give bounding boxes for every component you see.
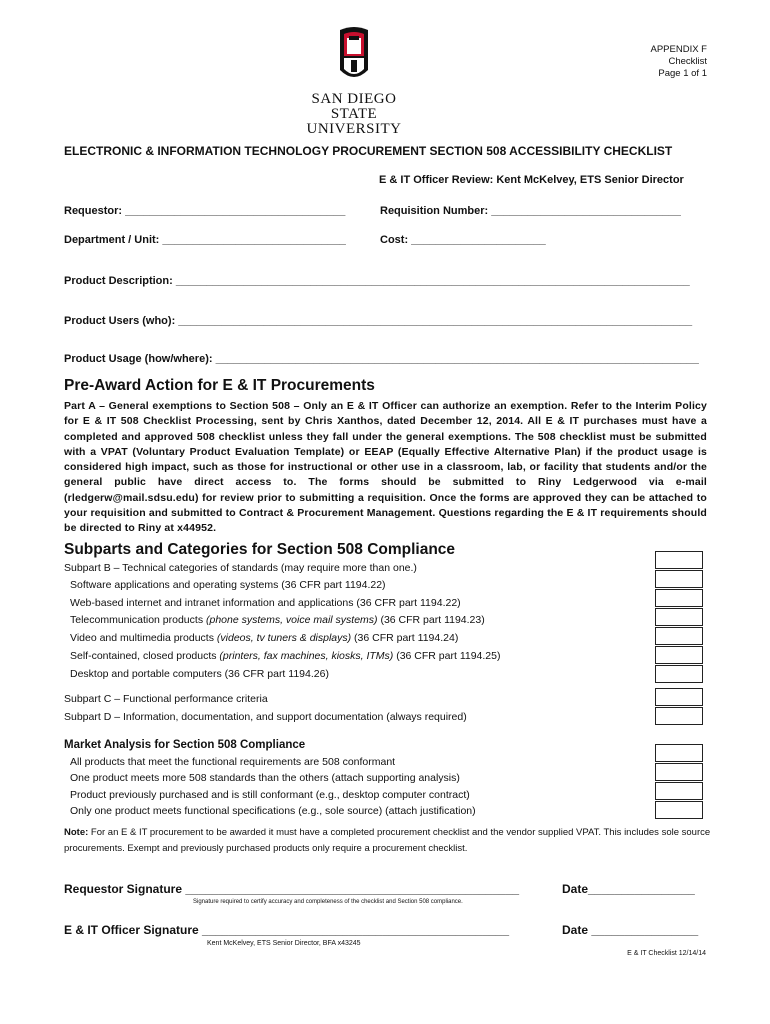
note-label: Note:	[64, 827, 89, 838]
list-item-cfr: (36 CFR part 1194.24)	[351, 632, 459, 645]
officer-review: E & IT Officer Review: Kent McKelvey, ETS Senior Director	[379, 174, 684, 186]
subpart-b-list	[70, 577, 501, 683]
checkbox-market-one-more[interactable]	[655, 763, 703, 781]
list-item-cfr: (36 CFR part 1194.25)	[393, 649, 501, 662]
university-line-2: UNIVERSITY	[306, 121, 402, 137]
subpart-d-label: Subpart D – Information, documentation, and support documentation (always required)	[64, 711, 467, 723]
sdsu-logo-shield	[336, 26, 372, 86]
list-item-text: Web-based internet and intranet information and applications (36 CFR part 1194.22)	[70, 596, 461, 609]
checkbox-market-all[interactable]	[655, 744, 703, 762]
list-item: Product previously purchased and is still conformant (e.g., desktop computer contract)	[70, 788, 470, 801]
checkbox-subpart-b-header[interactable]	[655, 551, 703, 569]
market-analysis-heading: Market Analysis for Section 508 Compliance	[64, 739, 306, 751]
list-item: All products that meet the functional requirements are 508 conformant	[70, 756, 396, 768]
checkbox-market-only-one[interactable]	[655, 801, 703, 819]
cost-field[interactable]: Cost: ______________________	[380, 234, 546, 246]
list-item-cfr: (36 CFR part 1194.23)	[377, 614, 485, 627]
page-title: ELECTRONIC & INFORMATION TECHNOLOGY PROCUREMENT SECTION 508 ACCESSIBILITY CHECKLIST	[64, 144, 673, 158]
checkbox-market-previous[interactable]	[655, 782, 703, 800]
officer-date-line[interactable]: Date ________________	[562, 923, 699, 937]
checkbox-telecom[interactable]	[655, 608, 703, 626]
list-item	[70, 612, 501, 630]
requestor-date-line[interactable]: Date________________	[562, 882, 695, 896]
note-text: For an E & IT procurement to be awarded it must have a completed procurement checklist and the vendor supplied VPAT. This includes sole source procurements. Exempt and previously purchased products only require a procurement checklist.	[64, 827, 711, 854]
subpart-c-label: Subpart C – Functional performance criteria	[64, 693, 268, 705]
department-field[interactable]: Department / Unit: ______________________________	[64, 234, 346, 246]
product-usage-field[interactable]: Product Usage (how/where): _______________________________________________________________________________	[64, 353, 699, 365]
list-item-examples: (printers, fax machines, kiosks, ITMs)	[219, 649, 394, 662]
checkbox-desktop[interactable]	[655, 665, 703, 683]
market-analysis-list	[70, 754, 476, 819]
requestor-field[interactable]: Requestor: ____________________________________	[64, 205, 346, 217]
note-paragraph	[64, 825, 714, 857]
pre-award-heading: Pre-Award Action for E & IT Procurements	[64, 377, 375, 394]
list-item-text: Software applications and operating systems (36 CFR part 1194.22)	[70, 579, 386, 591]
university-line-1: SAN DIEGO STATE	[311, 91, 397, 122]
subparts-heading: Subparts and Categories for Section 508 Compliance	[64, 541, 456, 558]
list-item	[70, 648, 501, 666]
list-item-text: Video and multimedia products	[70, 632, 217, 645]
requisition-number-field[interactable]: Requisition Number: _______________________________	[380, 205, 681, 217]
list-item: Only one product meets functional specifications (e.g., sole source) (attach justification)	[70, 804, 476, 817]
checkbox-subpart-c[interactable]	[655, 688, 703, 706]
checkbox-subpart-d[interactable]	[655, 707, 703, 725]
checkbox-video[interactable]	[655, 627, 703, 645]
list-item	[70, 630, 501, 648]
page-number: Page 1 of 1	[658, 68, 707, 79]
list-item	[70, 577, 501, 595]
list-item-text: Desktop and portable computers (36 CFR part 1194.26)	[70, 667, 329, 680]
appendix-block	[600, 44, 707, 80]
requestor-signature-note: Signature required to certify accuracy and completeness of the checklist and Section 508 compliance.	[193, 899, 463, 905]
product-users-field[interactable]: Product Users (who): ____________________________________________________________________________________	[64, 315, 693, 327]
checkbox-software[interactable]	[655, 570, 703, 588]
list-item-examples: (videos, tv tuners & displays)	[216, 632, 352, 645]
officer-signature-note: Kent McKelvey, ETS Senior Director, BFA x43245	[207, 940, 361, 947]
pre-award-body: Part A – General exemptions to Section 508 – Only an E & IT Officer can authorize an exemption. Refer to the Interim Policy for E & IT 508 Checklist Processing, sent by Chris Xanthos, dated December 12, 2014. All E & IT purchases must have a completed and approved 508 checklist unless they fall under the general exemptions. The 508 checklist must be submitted with a VPAT (Voluntary Product Evaluation Template) or EEAP (Equally Effective Alternative Plan) if the product usage is considered high impact, such as those for instructional or other use in a classroom, lab, or facility that students and/or the general public have direct access to. The forms should be submitted to Riny Ledgerwood via e-mail (rledgerw@mail.sdsu.edu) for review prior to submitting a requisition. Once the forms are approved they can be attached to your requisition and submitted to Contract & Procurement Management. Questions regarding the E & IT requirements should be directed to Riny at x44952.	[64, 400, 707, 535]
list-item-examples: (phone systems, voice mail systems)	[205, 614, 378, 627]
list-item: One product meets more 508 standards than the others (attach supporting analysis)	[70, 772, 460, 785]
checkbox-web[interactable]	[655, 589, 703, 607]
appendix-label: APPENDIX F	[650, 44, 707, 55]
requestor-signature-line[interactable]: Requestor Signature __________________________________________________	[64, 882, 520, 896]
product-description-field[interactable]: Product Description: ____________________________________________________________________________________	[64, 275, 690, 287]
list-item	[70, 666, 501, 684]
officer-signature-line[interactable]: E & IT Officer Signature ______________________________________________	[64, 923, 510, 937]
footer-version: E & IT Checklist 12/14/14	[627, 950, 706, 957]
university-name	[292, 92, 416, 137]
list-item	[70, 595, 501, 613]
checklist-label: Checklist	[668, 56, 707, 67]
list-item-text: Telecommunication products	[70, 614, 206, 627]
list-item-text: Self-contained, closed products	[70, 649, 220, 662]
subpart-b-label: Subpart B – Technical categories of standards (may require more than one.)	[64, 562, 417, 574]
checkbox-self-contained[interactable]	[655, 646, 703, 664]
